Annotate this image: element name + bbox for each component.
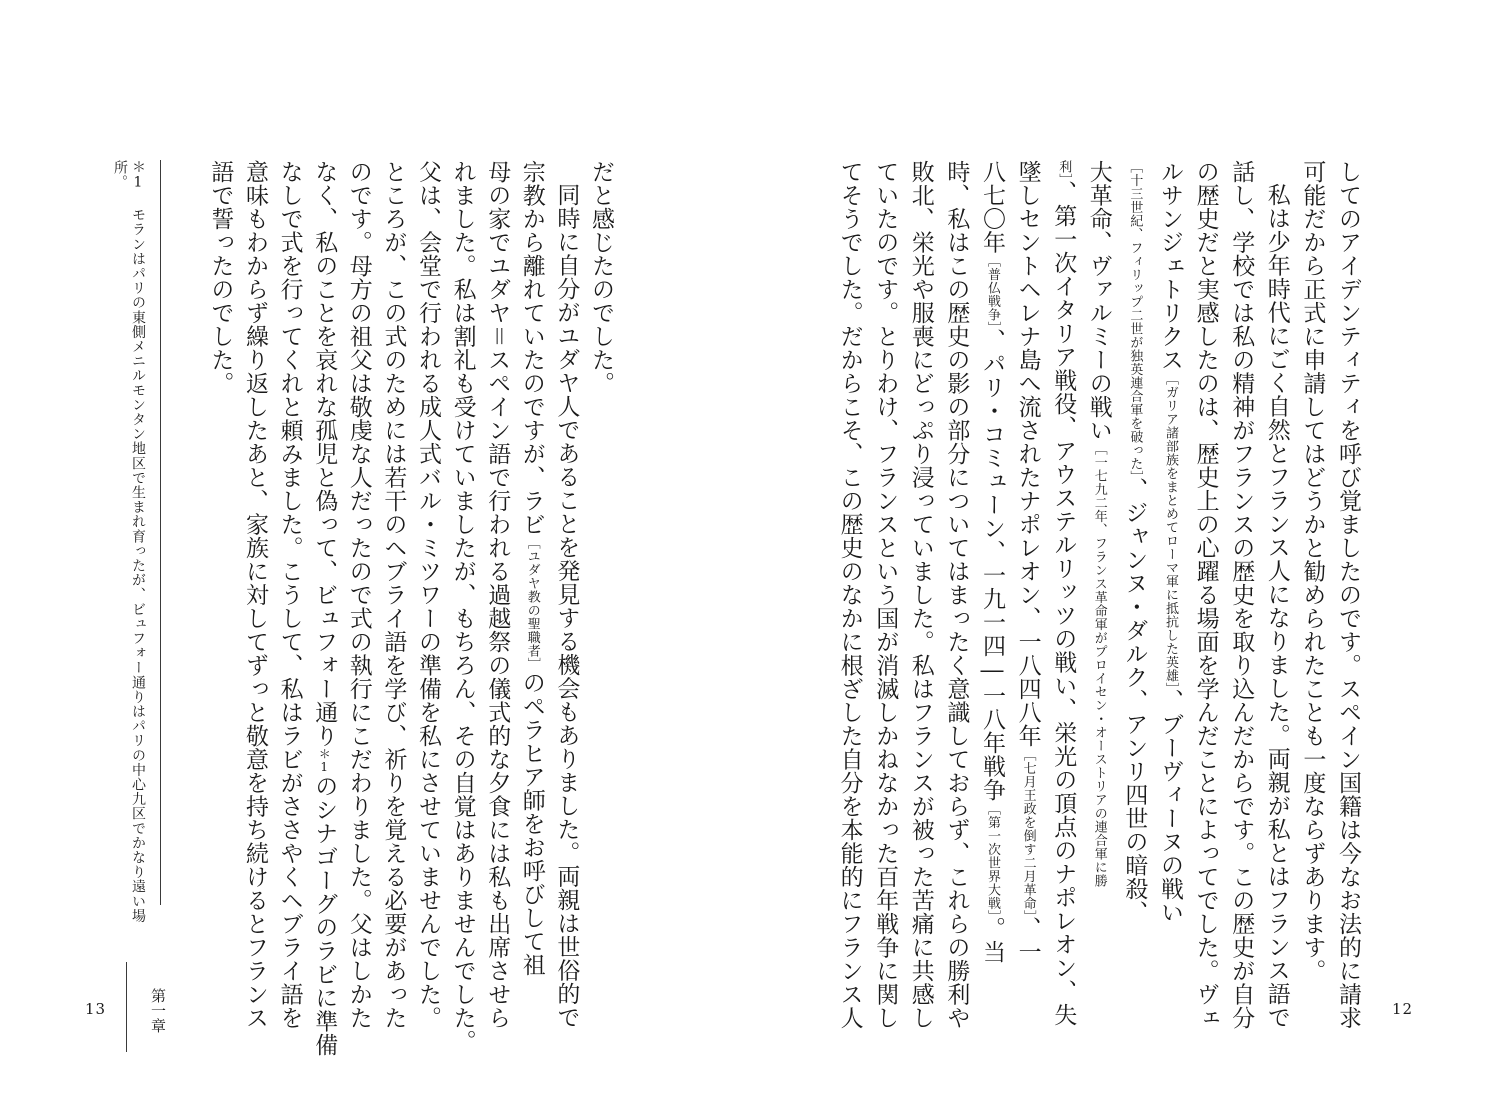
running-head-chapter: 第一章	[149, 988, 167, 1033]
text-line	[589, 160, 612, 950]
text-line	[836, 160, 863, 1030]
line-text: のです。母方の祖父は敬虔な人だったので式の執行にこだわりました。父はしかた	[345, 160, 372, 1030]
text-line	[1335, 160, 1361, 1030]
text-line	[1014, 160, 1041, 964]
line-text: 墜しセントヘレナ島へ流されたナポレオン、一八四八年	[1014, 160, 1041, 748]
line-text: 、ブーヴィーヌの戦い	[1157, 689, 1183, 924]
line-text: 宗教から離れていたのですが、ラビ	[518, 160, 545, 536]
line-text: 。当	[979, 916, 1005, 964]
line-text: なしで式を行ってくれと頼みました。こうして、私はラビがささやくヘブライ語を	[276, 160, 303, 1030]
text-line	[943, 160, 970, 1030]
line-text: のペラヒア師をお呼びして祖	[518, 671, 545, 977]
line-text: 、一	[1014, 916, 1041, 964]
text-line	[1158, 160, 1181, 950]
line-text: 時、私はこの歴史の影の部分についてはまったく意識しておらず、これらの勝利や	[943, 160, 970, 1030]
translator-note: ［普仏戦争］	[985, 254, 1000, 329]
translator-note: ［ユダヤ教の聖職者］	[524, 536, 540, 671]
page-number-left: 13	[85, 1000, 107, 1018]
text-line	[449, 160, 476, 1053]
line-text: 八七〇年	[979, 160, 1005, 254]
footnote-rule	[160, 160, 161, 905]
text-line	[311, 160, 338, 1057]
line-text: 語で誓ったのでした。	[207, 160, 234, 395]
line-text: 可能だから正式に申請してはどうかと勧められたことも一度ならずあります。	[1299, 160, 1326, 983]
text-line	[207, 160, 234, 950]
line-text: 、パリ・コミューン、一九一四―一八年戦争	[979, 328, 1005, 802]
text-line	[1263, 160, 1290, 1029]
line-text: てそうでした。だからこそ、この歴史のなかに根ざした自分を本能的にフランス人	[836, 160, 863, 1030]
line-text: 意味もわからず繰り返したあと、家族に対してずっと敬意を持ち続けるとフランス	[242, 160, 268, 1030]
line-text: 、ジャンヌ・ダルク、アンリ四世の暗殺、	[1121, 477, 1148, 924]
text-line	[979, 160, 1005, 964]
text-line	[1050, 160, 1077, 1027]
line-text: の歴史だと実感したのは、歴史上の心躍る場面を学んだことによってでした。ヴェ	[1192, 160, 1219, 1030]
footnote-line: ＊1 モランはパリの東側メニルモンタン地区で生まれ育ったが、ビュフォー通りはパリの中心九区でかなり遠い場	[130, 160, 146, 924]
line-text: 私は少年時代にごく自然とフランス人になりました。両親が私とはフランス語で	[1263, 183, 1290, 1029]
line-text: れました。私は割礼も受けていましたが、もちろん、その自覚はありませんでした。	[449, 160, 476, 1053]
translator-note: ［十三世紀、フィリップ二世が独英連合軍を破った］	[1127, 160, 1143, 478]
line-text: ところが、この式のためには若干のヘブライ語を学び、祈りを覚える必要があった	[380, 160, 407, 1030]
line-text: 母の家でユダヤ＝スペイン語で行われる過越祭の儀式的な夕食には私も出席させら	[484, 160, 511, 1030]
line-text: してのアイデンティティを呼び覚ましたのです。スペイン国籍は今なお法的に請求	[1335, 160, 1361, 1030]
translator-note: ［一七九二年、フランス革命軍がプロイセン・オーストリアの連合軍に勝	[1091, 442, 1107, 888]
line-text: 、第一次イタリア戦役、アウステルリッツの戦い、栄光の頂点のナポレオン、失	[1050, 180, 1077, 1027]
line-text: 父は、会堂で行われる成人式バル・ミツワーの準備を私にさせていませんでした。	[415, 160, 441, 1030]
text-line	[484, 160, 511, 1030]
line-text: 話し、学校では私の精神がフランスの歴史を取り込んだからです。この歴史が自分	[1228, 160, 1255, 1030]
page-number-right: 12	[1392, 1000, 1414, 1018]
text-line	[1228, 160, 1255, 1030]
translator-note: ［七月王政を倒す二月革命］	[1020, 747, 1036, 917]
text-line	[1121, 160, 1148, 950]
line-text: 同時に自分がユダヤ人であることを発見する機会もありました。両親は世俗的で	[553, 183, 580, 1029]
line-text: 敗北、栄光や服喪にどっぷり浸っていました。私はフランスが被った苦痛に共感し	[907, 160, 934, 1030]
line-text: だと感じたのでした。	[588, 160, 614, 395]
text-line	[380, 160, 407, 1030]
translator-note: 利］	[1056, 160, 1072, 181]
text-line	[1087, 160, 1110, 950]
line-text: 大革命、ヴァルミーの戦い	[1085, 160, 1112, 442]
text-line	[872, 160, 899, 1030]
text-line	[907, 160, 934, 1030]
footnote-line: 所。	[112, 160, 128, 190]
line-text: ルサンジェトリクス	[1157, 160, 1183, 372]
line-text: のシナゴーグのラビに準備	[311, 774, 338, 1057]
text-line	[518, 160, 545, 977]
text-line	[345, 160, 372, 1030]
text-line	[1299, 160, 1326, 983]
text-line	[415, 160, 441, 1030]
running-head-rule	[126, 962, 127, 1052]
translator-note: ［第一次世界大戦］	[985, 801, 1000, 917]
line-text: ていたのです。とりわけ、フランスという国が消滅しかねなかった百年戦争に関し	[872, 160, 899, 1030]
text-line	[242, 160, 268, 1030]
line-text: なく、私のことを哀れな孤児と偽って、ビュフォー通り	[311, 160, 338, 748]
text-line	[1192, 160, 1219, 1030]
text-line	[276, 160, 303, 1030]
footnote-marker: ＊1	[317, 747, 332, 775]
translator-note: ［ガリア諸部族をまとめてローマ軍に抵抗した英雄］	[1163, 371, 1178, 689]
text-line	[553, 160, 580, 1029]
